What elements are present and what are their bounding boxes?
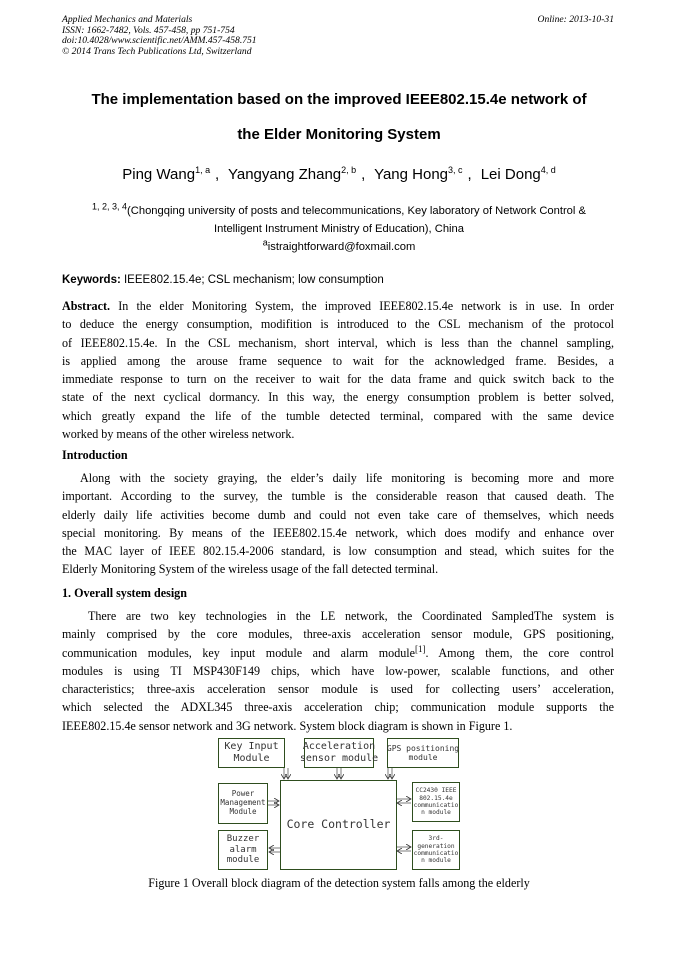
- 3rd-generation-communication-module-block: 3rd- generation communicatio n module: [412, 830, 460, 870]
- acceleration-sensor-module-block: Acceleration sensor module: [304, 738, 374, 768]
- author-name: Yang Hong: [374, 166, 449, 183]
- author-affiliation-mark: 4, d: [540, 165, 556, 175]
- core-controller-block: Core Controller: [280, 780, 397, 870]
- introduction-line: Along with the society graying, the elder’s daily life monitoring is becoming more and more: [80, 471, 614, 485]
- section-1-line: There are two key technologies in the LE network, the Coordinated SampledThe system is: [88, 609, 614, 623]
- email-mark: a: [262, 237, 268, 248]
- abstract-line: which greatly expand the life of the tumble detected terminal, compared with the same device: [62, 408, 614, 423]
- journal-issn: ISSN: 1662-7482, Vols. 457-458, pp 751-754: [62, 24, 235, 36]
- affiliation-line-2: Intelligent Instrument Ministry of Education), China: [214, 223, 464, 235]
- keywords-label: Keywords:: [62, 274, 121, 286]
- online-date: Online: 2013-10-31: [537, 14, 614, 25]
- section-1-line: communication modules, key input module and alarm module[1]. Among them, the core control: [62, 643, 614, 660]
- journal-name: Applied Mechanics and Materials: [62, 14, 193, 25]
- author-affiliation-mark: 3, c: [448, 165, 463, 175]
- email-address[interactable]: istraightforward@foxmail.com: [267, 241, 416, 253]
- abstract-line: Abstract. In the elder Monitoring System, the improved IEEE802.15.4e network is in use. In order: [62, 299, 614, 313]
- buzzer-alarm-module-block: Buzzer alarm module: [218, 830, 268, 870]
- keywords-text: IEEE802.15.4e; CSL mechanism; low consumption: [120, 274, 384, 286]
- author-affiliation-mark: 1, a: [195, 165, 211, 175]
- affiliation-mark: 1, 2, 3, 4: [92, 201, 128, 212]
- cc2430-communication-module-block: CC2430 IEEE 802.15.4e communicatio n module: [412, 782, 460, 822]
- section-1-line: characteristics; three-axis acceleration sensor module is used for collecting users’ acceleration,: [62, 682, 614, 697]
- journal-doi: doi:10.4028/www.scientific.net/AMM.457-458.751: [62, 35, 257, 47]
- section-1-line: which selected the ADXL345 three-axis acceleration chip; communication module supports the: [62, 700, 614, 715]
- paper-title-line-2: the Elder Monitoring System: [237, 126, 441, 143]
- abstract-line: worked by means of the other wireless network.: [62, 427, 295, 442]
- author-affiliation-mark: 2, b: [341, 165, 357, 175]
- introduction-line: special monitoring. By means of the IEEE802.15.4e network, which does modify and enhance over: [62, 525, 614, 540]
- author-name: Yangyang Zhang: [227, 166, 342, 183]
- abstract-line: state of the next cyclical dormancy. In this way, the energy consumption problem is better solved,: [62, 390, 614, 405]
- introduction-line: important. According to the survey, the tumble is the considerable reason that caused death. The: [62, 489, 614, 504]
- gps-positioning-module-block: GPS positioning module: [387, 738, 459, 768]
- section-1-heading: 1. Overall system design: [62, 586, 187, 600]
- journal-copyright: © 2014 Trans Tech Publications Ltd, Switzerland: [62, 45, 252, 57]
- author-name: Lei Dong: [480, 166, 541, 183]
- citation-ref[interactable]: [1]: [415, 643, 426, 654]
- section-1-line: IEEE802.15.4e sensor network and 3G network. System block diagram is shown in Figure 1.: [62, 718, 513, 733]
- section-1-line: modules is using TI MSP430F149 chips, which have low-power, scalable functions, and other: [62, 663, 614, 678]
- introduction-heading: Introduction: [62, 448, 128, 462]
- introduction-line: Elderly Monitoring System of the wireless usage of the fall detected terminal.: [62, 562, 439, 577]
- affiliation-line-1: $^{1, 2, 3, 4}$(Chongqing university of posts and telecommunications, Key laboratory of Network Control &: [92, 201, 586, 217]
- abstract-line: to deduce the energy consumption, modifition is introduced to the CSL mechanism of the protocol: [62, 317, 614, 332]
- author-name: Ping Wang: [122, 166, 196, 183]
- abstract-line: is applied among the arouse frame sequence to wait for the acknowledged frame. Besides, a: [62, 353, 614, 368]
- introduction-line: the MAC layer of IEEE 802.15.4-2006 standard, is low consumption and stead, which suites for the: [62, 544, 614, 559]
- abstract-line: immediate response to turn on the receiver to wait for the data frame and quick switch back to the: [62, 372, 614, 387]
- figure-1-caption: Figure 1 Overall block diagram of the detection system falls among the elderly: [148, 876, 530, 890]
- section-1-line: mainly comprised by the core modules, three-axis acceleration sensor module, GPS positioning,: [62, 627, 614, 642]
- abstract-line: of IEEE802.15.4e. In the CSL mechanism, short interval, which is less than the channel sampling,: [62, 335, 614, 350]
- key-input-module-block: Key Input Module: [218, 738, 285, 768]
- introduction-line: elderly daily life activities become dumb and could not even take care of themselves, which needs: [62, 507, 614, 522]
- author-list: Ping Wang$^{1, a}$ , Yangyang Zhang$^{2, b}$ , Yang Hong$^{3, c}$ , Lei Dong$^{4, d}$: [122, 165, 556, 183]
- abstract-label: Abstract.: [62, 299, 111, 313]
- paper-title-line-1: The implementation based on the improved IEEE802.15.4e network of: [91, 91, 587, 108]
- power-management-module-block: Power Management Module: [218, 783, 268, 824]
